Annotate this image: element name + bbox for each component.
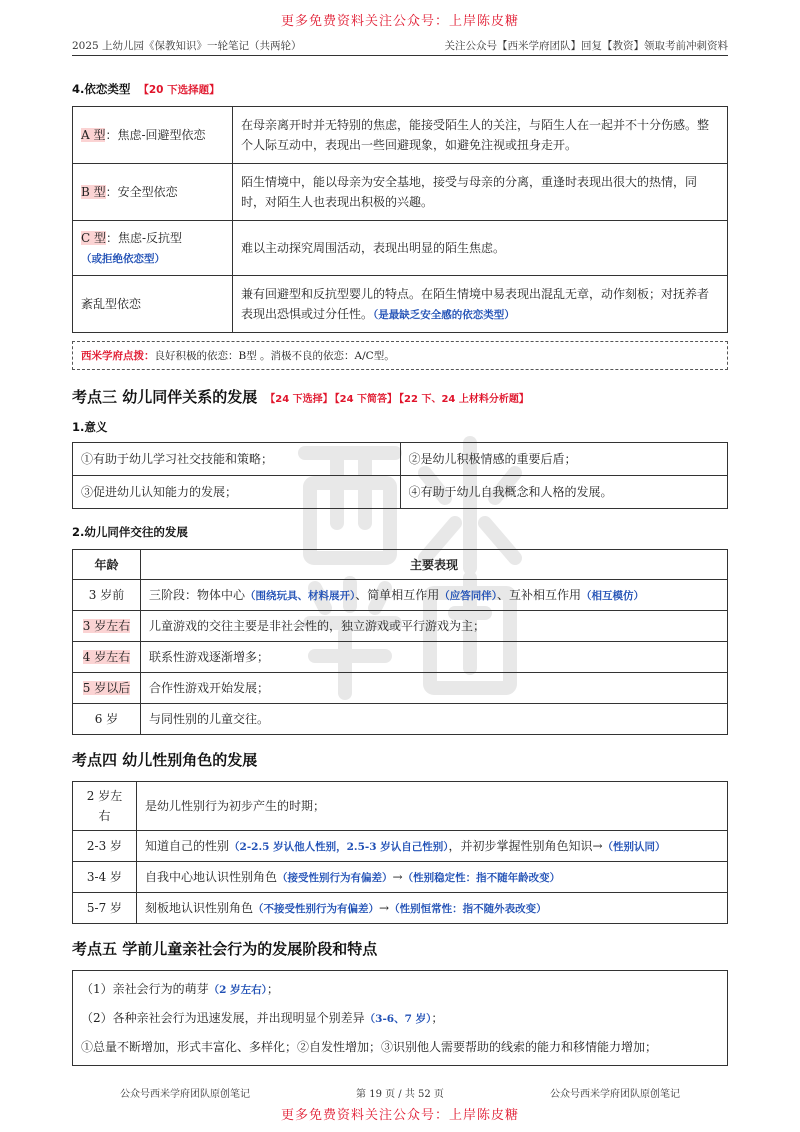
body-text: 合作性游戏开始发展； (149, 681, 270, 695)
page-number: 第 19 页 / 共 52 页 (356, 1089, 444, 1100)
gender-desc-cell (137, 893, 728, 924)
bottom-banner: 更多免费资料关注公众号：上岸陈皮糖 (280, 1108, 519, 1123)
attachment-section-title (72, 78, 728, 100)
body-text: 是幼儿性别行为初步产生的时期； (145, 799, 326, 813)
attachment-type-cell (73, 107, 233, 164)
table-row (73, 862, 728, 893)
age-cell: 3-4 岁 (73, 862, 137, 893)
age-label: 5 岁以后 (82, 681, 131, 695)
gender-section-title: 考点四 幼儿性别角色的发展 (72, 751, 258, 769)
header-right: 关注公众号【西米学府团队】回复【教资】领取考前冲刺资料 (444, 40, 728, 52)
age-label: 3 岁前 (88, 588, 125, 602)
note-text: （性别认同） (602, 840, 666, 853)
note-text: （性别稳定性：指不随年龄改变） (402, 871, 561, 884)
body-text: 知道自己的性别 (145, 838, 230, 853)
age-cell (73, 611, 141, 642)
body-text: 联系性游戏逐渐增多； (149, 650, 270, 664)
note-text: （接受性别行为有偏差） (277, 871, 393, 884)
note-text: （应答同伴） (439, 589, 498, 602)
age-label: 3 岁左右 (82, 619, 131, 633)
type-note: （或拒绝依恋型） (81, 252, 165, 265)
meaning-cell: ②是幼儿积极情感的重要后盾； (400, 443, 728, 476)
age-cell: 2 岁左右 (73, 782, 137, 831)
attachment-desc-cell: 在母亲离开时并无特别的焦虑，能接受陌生人的关注，与陌生人在一起并不十分伤感。整个人际互动中，表现出一些回避现象，如避免注视或扭身走开。 (233, 107, 728, 164)
meaning-title: 1.意义 (72, 420, 108, 434)
attachment-desc-cell (233, 276, 728, 333)
body-text: 、互补相互作用 (497, 587, 582, 602)
type-name: ：安全型依恋 (105, 185, 178, 199)
tip-box (72, 341, 728, 370)
note-text: （相互模仿） (581, 589, 645, 602)
col-header-performance: 主要表现 (141, 550, 728, 580)
age-cell (73, 704, 141, 735)
gender-desc-cell (137, 862, 728, 893)
note-text: （不接受性别行为有偏差） (253, 902, 380, 915)
body-text: ； (266, 982, 279, 996)
body-text: ，并初步掌握性别角色知识→ (448, 838, 603, 853)
note-text: （围绕玩具、材料展开） (245, 589, 356, 602)
table-row (73, 276, 728, 333)
body-text: 自我中心地认识性别角色 (145, 869, 278, 884)
performance-cell (141, 704, 728, 735)
body-text: ； (431, 1011, 444, 1025)
table-row (73, 704, 728, 735)
body-text: 与同性别的儿童交往。 (149, 712, 270, 726)
peer-section-title (72, 384, 728, 410)
age-cell: 2-3 岁 (73, 831, 137, 862)
age-cell (73, 580, 141, 611)
peer-tag: 【24 下简答】 (334, 394, 398, 405)
social-line (81, 1004, 719, 1033)
age-cell (73, 673, 141, 704)
type-name: ：焦虑-反抗型 (106, 230, 183, 245)
note-text: （3-6、7 岁） (364, 1013, 432, 1025)
body-text: → (379, 900, 390, 915)
type-highlight: C 型 (81, 230, 106, 245)
type-name: ：焦虑-回避型依恋 (105, 128, 206, 142)
table-row (73, 831, 728, 862)
age-label: 4 岁左右 (82, 650, 131, 664)
page-header (72, 36, 728, 56)
note-text: （2 岁左右） (208, 984, 267, 996)
tip-text: 良好积极的依恋：B型 。消极不良的依恋：A/C型。 (154, 350, 395, 362)
social-box (72, 970, 728, 1066)
gender-desc-cell (137, 782, 728, 831)
col-header-age: 年龄 (73, 550, 141, 580)
page-content (72, 78, 728, 1066)
desc-text: 兼有回避型和反抗型婴儿的特点。在陌生情境中易表现出混乱无章，动作刻板；对抚养者表现出恐惧或过分任性。 (241, 286, 710, 321)
body-text: 刻板地认识性别角色 (145, 900, 254, 915)
table-row (73, 782, 728, 831)
peer-tag: 【24 下选择】 (265, 394, 333, 405)
table-row (73, 893, 728, 924)
footer-right: 公众号西米学府团队原创笔记 (550, 1089, 680, 1100)
table-row (73, 611, 728, 642)
table-row (73, 971, 728, 1066)
gender-table-body (73, 782, 728, 924)
note-text: （2-2.5 岁认他人性别，2.5-3 岁认自己性别） (229, 840, 449, 853)
footer-left: 公众号西米学府团队原创笔记 (120, 1089, 250, 1100)
type-highlight: B 型 (81, 185, 106, 199)
social-line (81, 1033, 719, 1061)
attachment-title: 4.依恋类型 (72, 82, 131, 96)
performance-cell (141, 611, 728, 642)
table-row (73, 673, 728, 704)
social-line (81, 975, 719, 1004)
tip-label: 西米学府点拨： (81, 350, 155, 362)
dev-title: 2.幼儿同伴交往的发展 (72, 525, 188, 539)
table-row (73, 221, 728, 276)
body-text: 、简单相互作用 (355, 587, 440, 602)
age-label: 6 岁 (94, 712, 119, 726)
gender-table (72, 781, 728, 924)
body-text: （1）亲社会行为的萌芽 (81, 982, 209, 996)
body-text: → (392, 869, 403, 884)
peer-dev-table (72, 549, 728, 735)
meaning-table (72, 442, 728, 509)
peer-table-body (73, 580, 728, 735)
performance-cell (141, 673, 728, 704)
type-highlight: A 型 (81, 128, 106, 142)
peer-tag: 【22 下、24 上材料分析题】 (399, 394, 529, 405)
table-row (73, 642, 728, 673)
desc-note: （是最缺乏安全感的依恋类型） (373, 308, 515, 321)
peer-title: 考点三 幼儿同伴关系的发展 (72, 388, 258, 406)
body-text: 儿童游戏的交往主要是非社会性的，独立游戏或平行游戏为主； (149, 619, 486, 633)
gender-desc-cell (137, 831, 728, 862)
performance-cell (141, 642, 728, 673)
age-cell (73, 642, 141, 673)
header-left: 2025 上幼儿园《保教知识》一轮笔记（共两轮） (72, 40, 302, 52)
table-row (73, 164, 728, 221)
performance-cell (141, 580, 728, 611)
attachment-desc-cell: 难以主动探究周围活动，表现出明显的陌生焦虑。 (233, 221, 728, 276)
top-banner: 更多免费资料关注公众号：上岸陈皮糖 (280, 14, 519, 29)
body-text: 三阶段：物体中心 (149, 587, 246, 602)
age-cell: 5-7 岁 (73, 893, 137, 924)
meaning-cell: ③促进幼儿认知能力的发展； (73, 476, 401, 509)
body-text: （2）各种亲社会行为迅速发展，并出现明显个别差异 (81, 1011, 365, 1025)
social-cell (73, 971, 728, 1066)
attachment-type-cell (73, 164, 233, 221)
table-row (73, 580, 728, 611)
attachment-table (72, 106, 728, 333)
attachment-type-cell (73, 221, 233, 276)
attachment-desc-cell: 陌生情境中，能以母亲为安全基地，接受与母亲的分离，重逢时表现出很大的热情，同时，对陌生人也表现出积极的兴趣。 (233, 164, 728, 221)
attachment-tag: 【20 下选择题】 (138, 84, 220, 96)
note-text: （性别恒常性：指不随外表改变） (389, 902, 547, 915)
social-section-title: 考点五 学前儿童亲社会行为的发展阶段和特点 (72, 940, 378, 958)
table-header-row (73, 550, 728, 580)
meaning-cell: ①有助于幼儿学习社交技能和策略； (73, 443, 401, 476)
meaning-cell: ④有助于幼儿自我概念和人格的发展。 (400, 476, 728, 509)
body-text: ①总量不断增加，形式丰富化、多样化；②自发性增加；③识别他人需要帮助的线索的能力和移情能力增加； (81, 1040, 658, 1054)
table-row (73, 107, 728, 164)
table-row (73, 476, 728, 509)
attachment-type-cell: 紊乱型依恋 (73, 276, 233, 333)
table-row (73, 443, 728, 476)
